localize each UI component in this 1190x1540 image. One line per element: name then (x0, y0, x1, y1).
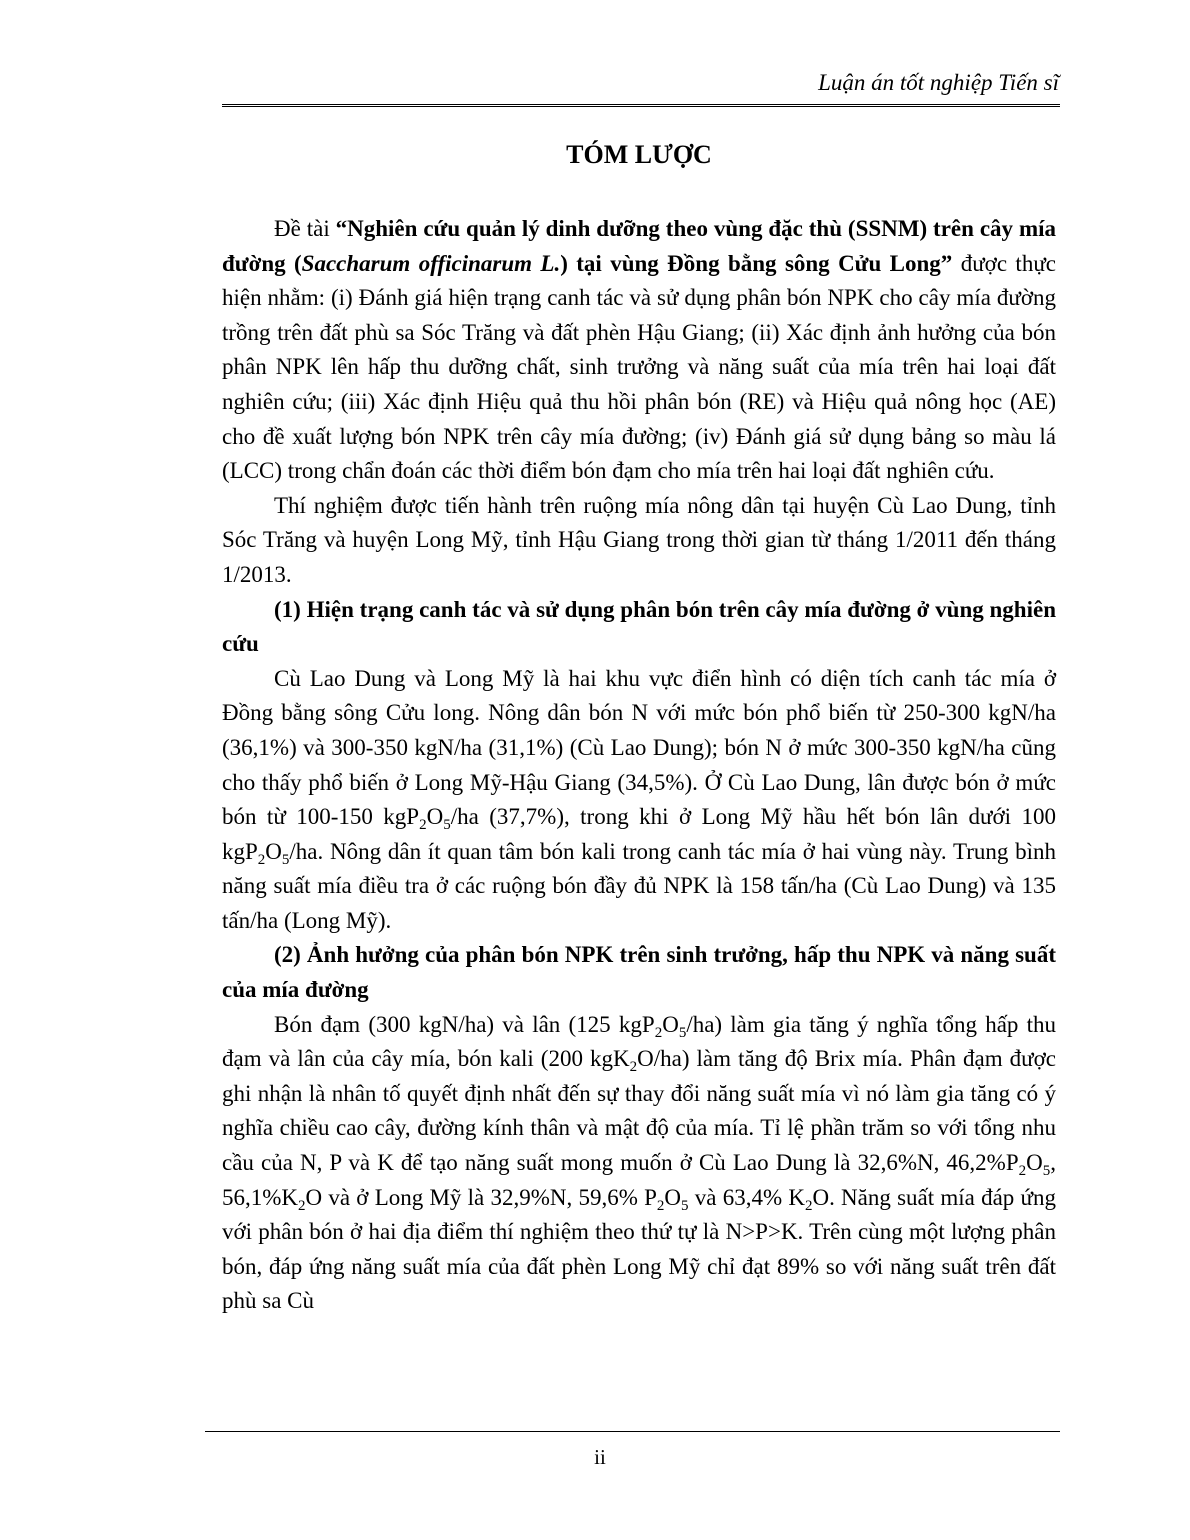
page-number: ii (594, 1445, 606, 1469)
section-1-paragraph: Cù Lao Dung và Long Mỹ là hai khu vực điển hình có diện tích canh tác mía ở Đồng bằng sông Cửu long. Nông dân bón N với mức bón phổ biến từ 250-300 kgN/ha (36,1%) và 300-350 kgN/ha (31,1%) (Cù Lao Dung); bón N ở mức 300-350 kgN/ha cũng cho thấy phổ biến ở Long Mỹ-Hậu Giang (34,5%). Ở Cù Lao Dung, lân được bón ở mức bón từ 100-150 $kgP_2O_5/ha$ (37,7%), trong khi ở Long Mỹ hầu hết bón lân dưới 100 $kgP_2O_5/ha$. Nông dân ít quan tâm bón kali trong canh tác mía ở hai vùng này. Trung bình năng suất mía điều tra ở các ruộng bón đầy đủ NPK là 158 tấn/ha (Cù Lao Dung) và 135 tấn/ha (Long Mỹ). (222, 665, 1056, 933)
section-heading-1: (1) Hiện trạng canh tác và sử dụng phân bón trên cây mía đường ở vùng nghiên cứu (222, 596, 1056, 657)
header-divider (222, 104, 1060, 107)
abstract-body (222, 212, 1056, 1319)
section-2-paragraph: Bón đạm (300 kgN/ha) và lân (125 $kgP_2O_5/ha$) làm gia tăng ý nghĩa tổng hấp thu đạm và lân của cây mía, bón kali (200 kgK$_2$O/ha) làm tăng độ Brix mía. Phân đạm được ghi nhận là nhân tố quyết định nhất đến sự thay đổi năng suất mía vì nó làm gia tăng có ý nghĩa chiều cao cây, đường kính thân và mật độ của mía. Tỉ lệ phần trăm so với tổng nhu cầu của N, P và K để tạo năng suất mong muốn ở Cù Lao Dung là 32,6%N, $46,2\%P_2O_5$, $56,1\%K_2O$ và ở Long Mỹ là 32,9%N, 59,6% $P_2O_5$ và 63,4% $K_2O$. Năng suất mía đáp ứng với phân bón ở hai địa điểm thí nghiệm theo thứ tự là N>P>K. Trên cùng một lượng phân bón, đáp ứng năng suất mía của đất phèn Long Mỹ chỉ đạt 89% so với năng suất trên đất phù sa Cù (222, 1011, 1057, 1314)
experiment-paragraph: Thí nghiệm được tiến hành trên ruộng mía nông dân tại huyện Cù Lao Dung, tỉnh Sóc Trăng và huyện Long Mỹ, tỉnh Hậu Giang trong thời gian từ tháng 1/2011 đến tháng 1/2013. (222, 492, 1056, 587)
intro-paragraph: Đề tài “Nghiên cứu quản lý dinh dưỡng theo vùng đặc thù (SSNM) trên cây mía đường (Saccharum officinarum L.) tại vùng Đồng bằng sông Cửu Long” được thực hiện nhằm: (i) Đánh giá hiện trạng canh tác và sử dụng phân bón NPK cho cây mía đường trồng trên đất phù sa Sóc Trăng và đất phèn Hậu Giang; (ii) Xác định ảnh hưởng của bón phân NPK lên hấp thu dưỡng chất, sinh trưởng và năng suất của mía trên hai loại đất nghiên cứu; (iii) Xác định Hiệu quả thu hồi phân bón (RE) và Hiệu quả nông học (AE) cho đề xuất lượng bón NPK trên cây mía đường; (iv) Đánh giá sử dụng bảng so màu lá (LCC) trong chẩn đoán các thời điểm bón đạm cho mía trên hai loại đất nghiên cứu. (222, 216, 1056, 484)
page-title: TÓM LƯỢC (566, 140, 712, 169)
footer-divider (205, 1431, 1060, 1432)
running-header: Luận án tốt nghiệp Tiến sĩ (818, 70, 1059, 95)
section-heading-2: (2) Ảnh hưởng của phân bón NPK trên sinh trưởng, hấp thu NPK và năng suất của mía đường (222, 942, 1056, 1003)
